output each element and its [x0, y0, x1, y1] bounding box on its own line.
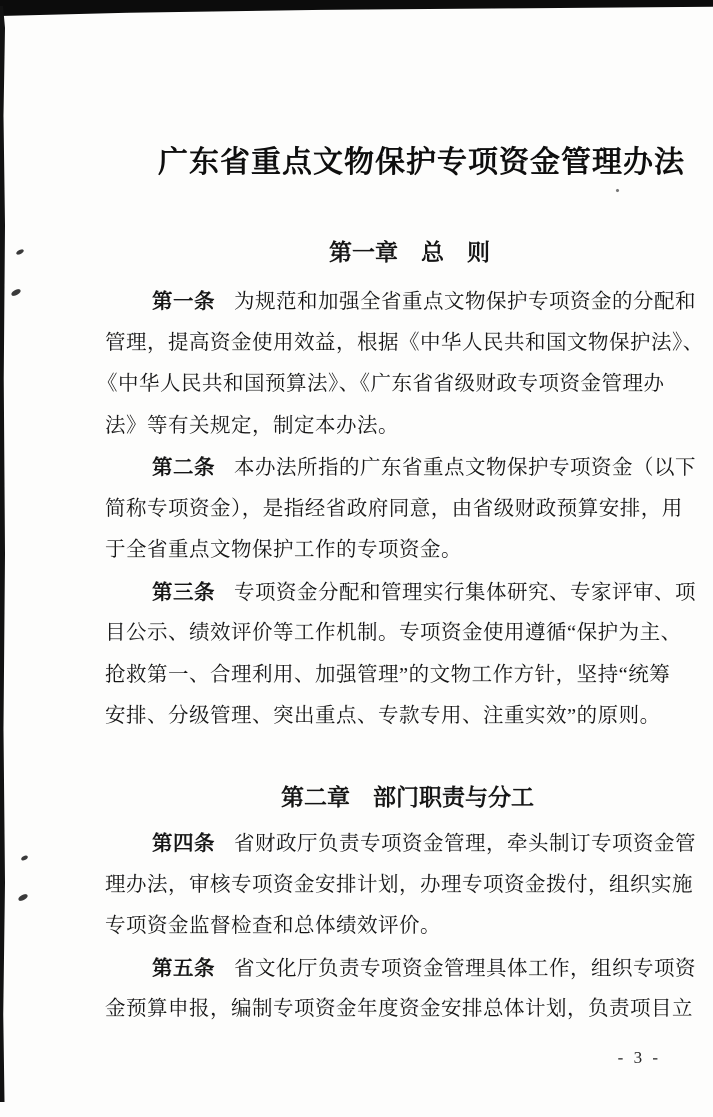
pencil-mark [17, 893, 28, 902]
text-line [105, 948, 696, 990]
text-line: 金预算申报，编制专项资金年度资金安排总体计划，负责项目立 [105, 998, 693, 1020]
pencil-mark [10, 288, 21, 297]
text-line [105, 823, 696, 865]
article-4-label: 第四条 [152, 832, 215, 855]
article-2-text: 本办法所指的广东省重点文物保护专项资金（以下 [234, 457, 696, 479]
text-line: 于全省重点文物保护工作的专项资金。 [105, 539, 462, 561]
text-line: 《中华人民共和国预算法》、《广东省省级财政专项资金管理办 [97, 373, 665, 395]
article-5-label: 第五条 [152, 956, 215, 980]
article-4 [105, 823, 696, 948]
scan-artifact-left-edge [0, 6, 5, 1102]
chapter-2-body [105, 823, 696, 1031]
article-1-label: 第一条 [152, 290, 215, 313]
chapter-1-heading: 第一章 总 则 [329, 239, 490, 265]
article-2 [105, 447, 696, 572]
article-1-text: 为规范和加强全省重点文物保护专项资金的分配和 [234, 291, 696, 313]
article-5-text: 省文化厅负责专项资金管理具体工作，组织专项资 [234, 957, 696, 980]
ink-speck [615, 188, 619, 192]
article-5 [105, 948, 696, 1031]
text-line [105, 572, 696, 614]
text-line [105, 447, 696, 489]
text-line: 理办法，审核专项资金安排计划，办理专项资金拨付，组织实施 [105, 873, 693, 896]
article-4-text: 省财政厅负责专项资金管理，牵头制订专项资金管 [234, 833, 696, 855]
document-title: 广东省重点文物保护专项资金管理办法 [158, 146, 685, 179]
chapter-1-body [97, 281, 704, 738]
page-number: - 3 - [617, 1048, 661, 1067]
scan-artifact-top-edge [0, 0, 713, 16]
text-line: 抢救第一、合理利用、加强管理”的文物工作方针，坚持“统筹 [105, 663, 671, 686]
text-line [105, 281, 696, 323]
text-line: 目公示、绩效评价等工作机制。专项资金使用遵循“保护为主、 [105, 622, 682, 644]
article-2-label: 第二条 [152, 456, 215, 479]
pencil-mark [16, 248, 25, 255]
article-3-text: 专项资金分配和管理实行集体研究、专家评审、项 [234, 581, 696, 604]
text-line: 管理，提高资金使用效益，根据《中华人民共和国文物保护法》、 [105, 331, 704, 354]
text-line: 专项资金监督检查和总体绩效评价。 [105, 915, 441, 937]
article-1 [97, 281, 704, 447]
article-3-label: 第三条 [152, 580, 215, 604]
pencil-mark [20, 855, 28, 862]
chapter-2-heading: 第二章 部门职责与分工 [281, 784, 534, 810]
text-line: 法》等有关规定，制定本办法。 [105, 414, 399, 437]
text-line: 安排、分级管理、突出重点、专款专用、注重实效”的原则。 [105, 705, 661, 727]
text-line: 简称专项资金），是指经省政府同意，由省级财政预算安排，用 [105, 497, 683, 520]
article-3 [105, 572, 696, 738]
